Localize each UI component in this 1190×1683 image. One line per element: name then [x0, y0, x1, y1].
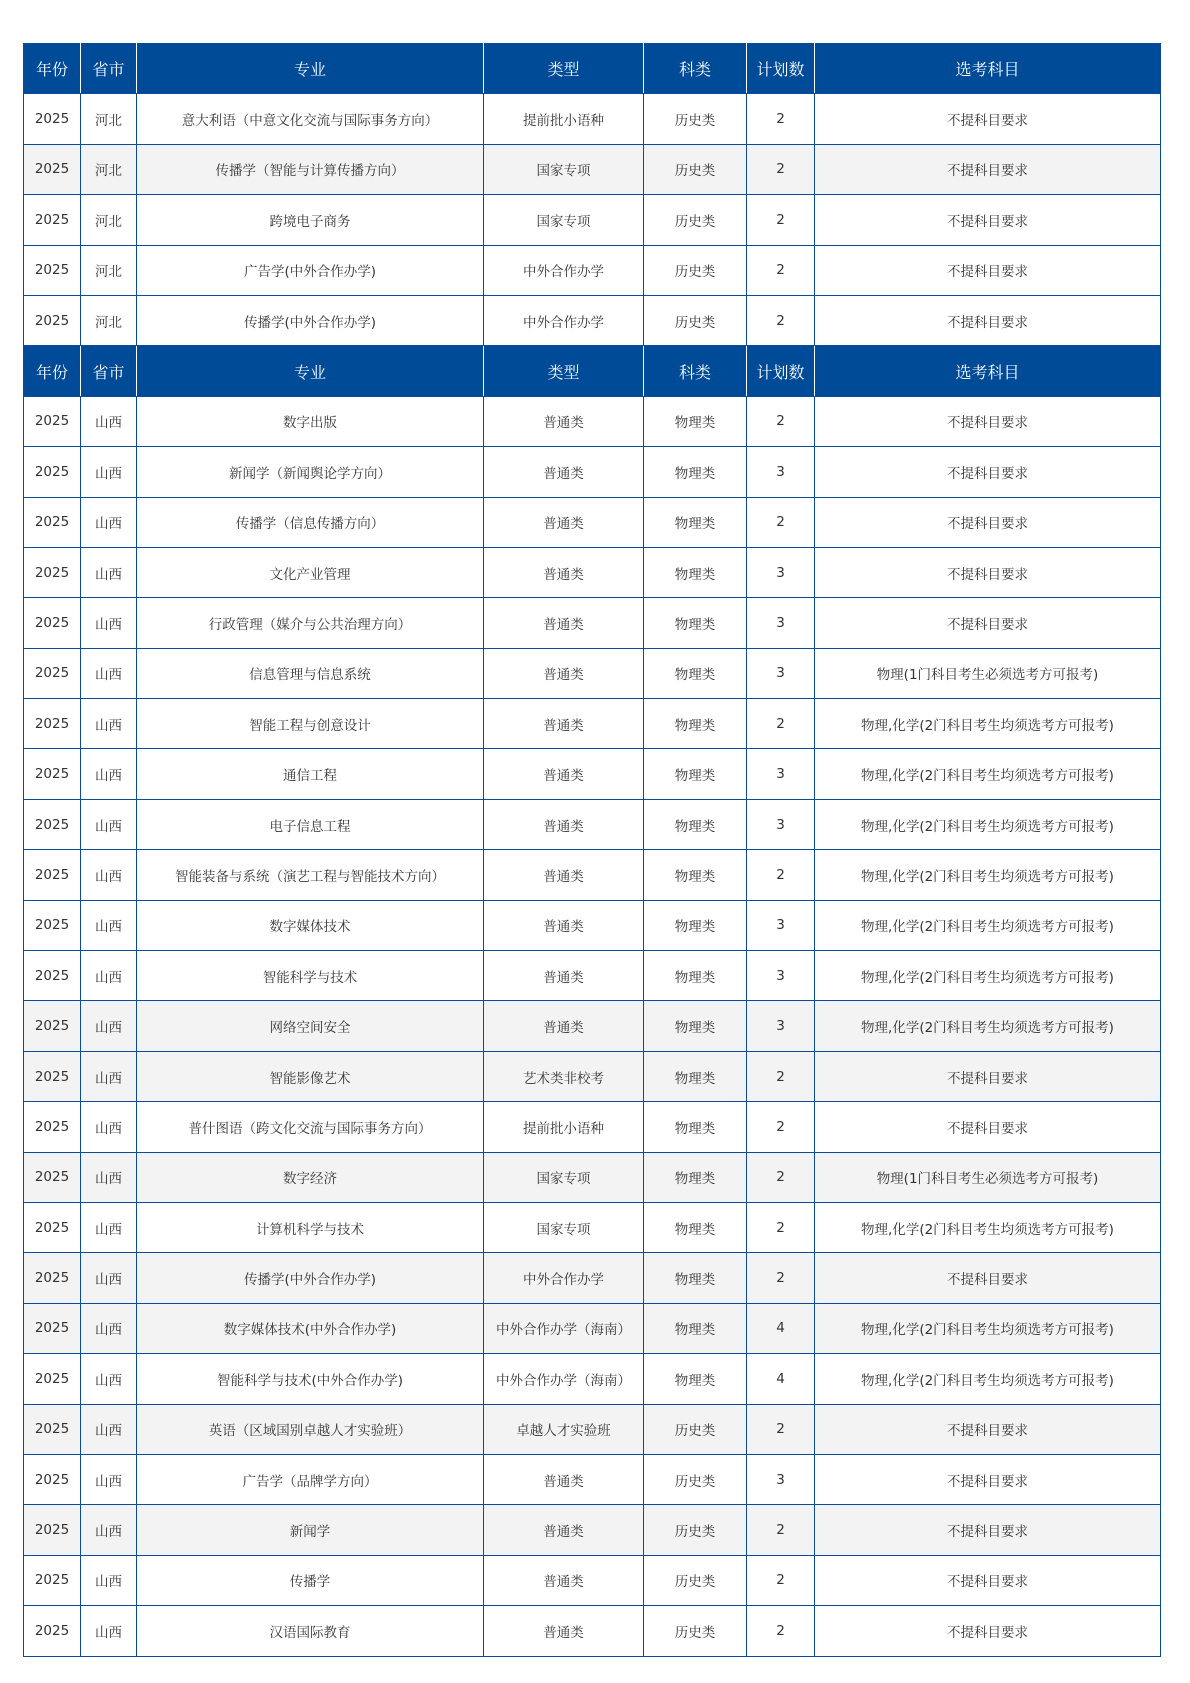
cell-subjects: 不提科目要求	[815, 447, 1161, 497]
cell-province: 山西	[81, 951, 137, 1001]
cell-year: 2025	[24, 94, 81, 144]
cell-province: 山西	[81, 1505, 137, 1555]
table-header-row	[24, 346, 1161, 396]
cell-year: 2025	[24, 1303, 81, 1353]
cell-subjects: 不提科目要求	[815, 195, 1161, 245]
cell-plan: 2	[747, 1253, 815, 1303]
cell-major: 计算机科学与技术	[137, 1202, 484, 1252]
cell-category: 历史类	[644, 94, 747, 144]
cell-year: 2025	[24, 245, 81, 295]
cell-plan: 3	[747, 799, 815, 849]
cell-major: 文化产业管理	[137, 547, 484, 597]
cell-category: 历史类	[644, 195, 747, 245]
table-row	[24, 295, 1161, 345]
table-row	[24, 900, 1161, 950]
cell-year: 2025	[24, 295, 81, 345]
table-row	[24, 396, 1161, 446]
cell-major: 网络空间安全	[137, 1001, 484, 1051]
cell-type: 普通类	[484, 1606, 644, 1656]
cell-category: 物理类	[644, 497, 747, 547]
cell-subjects: 不提科目要求	[815, 1404, 1161, 1454]
cell-year: 2025	[24, 951, 81, 1001]
table-row	[24, 1152, 1161, 1202]
cell-province: 山西	[81, 1202, 137, 1252]
cell-major: 通信工程	[137, 749, 484, 799]
cell-subjects: 物理,化学(2门科目考生均须选考方可报考)	[815, 1354, 1161, 1404]
cell-category: 物理类	[644, 1354, 747, 1404]
cell-major: 广告学(中外合作办学)	[137, 245, 484, 295]
cell-major: 传播学(中外合作办学)	[137, 295, 484, 345]
cell-type: 普通类	[484, 699, 644, 749]
cell-type: 卓越人才实验班	[484, 1404, 644, 1454]
cell-province: 山西	[81, 396, 137, 446]
cell-subjects: 物理,化学(2门科目考生均须选考方可报考)	[815, 749, 1161, 799]
table-row	[24, 749, 1161, 799]
cell-type: 普通类	[484, 547, 644, 597]
cell-year: 2025	[24, 396, 81, 446]
cell-major: 汉语国际教育	[137, 1606, 484, 1656]
cell-year: 2025	[24, 1505, 81, 1555]
cell-year: 2025	[24, 749, 81, 799]
table-row	[24, 144, 1161, 194]
cell-category: 历史类	[644, 1454, 747, 1504]
table-row	[24, 648, 1161, 698]
table-row	[24, 951, 1161, 1001]
cell-year: 2025	[24, 1001, 81, 1051]
cell-subjects: 物理,化学(2门科目考生均须选考方可报考)	[815, 951, 1161, 1001]
cell-province: 山西	[81, 497, 137, 547]
cell-type: 普通类	[484, 648, 644, 698]
cell-type: 国家专项	[484, 1152, 644, 1202]
cell-type: 普通类	[484, 850, 644, 900]
cell-major: 传播学（信息传播方向）	[137, 497, 484, 547]
cell-type: 普通类	[484, 396, 644, 446]
table-row	[24, 1555, 1161, 1605]
cell-category: 物理类	[644, 1051, 747, 1101]
table-row	[24, 497, 1161, 547]
cell-type: 普通类	[484, 497, 644, 547]
table-row	[24, 1606, 1161, 1656]
table-row	[24, 1253, 1161, 1303]
cell-category: 物理类	[644, 447, 747, 497]
cell-category: 物理类	[644, 396, 747, 446]
cell-type: 普通类	[484, 1555, 644, 1605]
table-row	[24, 699, 1161, 749]
cell-plan: 2	[747, 699, 815, 749]
cell-category: 物理类	[644, 547, 747, 597]
table-body	[24, 44, 1161, 1657]
table-row	[24, 547, 1161, 597]
cell-category: 物理类	[644, 951, 747, 1001]
table-row	[24, 1354, 1161, 1404]
cell-subjects: 物理(1门科目考生必须选考方可报考)	[815, 1152, 1161, 1202]
cell-plan: 3	[747, 648, 815, 698]
cell-plan: 2	[747, 1505, 815, 1555]
column-header-province: 省市	[81, 346, 137, 396]
cell-plan: 3	[747, 547, 815, 597]
column-header-plan: 计划数	[747, 346, 815, 396]
cell-province: 山西	[81, 1253, 137, 1303]
cell-subjects: 不提科目要求	[815, 1505, 1161, 1555]
cell-type: 国家专项	[484, 1202, 644, 1252]
cell-plan: 3	[747, 1001, 815, 1051]
table-row	[24, 1303, 1161, 1353]
cell-province: 山西	[81, 1102, 137, 1152]
cell-type: 提前批小语种	[484, 1102, 644, 1152]
cell-year: 2025	[24, 850, 81, 900]
cell-major: 智能影像艺术	[137, 1051, 484, 1101]
cell-type: 中外合作办学（海南）	[484, 1354, 644, 1404]
cell-category: 物理类	[644, 900, 747, 950]
cell-category: 历史类	[644, 245, 747, 295]
cell-year: 2025	[24, 447, 81, 497]
cell-type: 普通类	[484, 598, 644, 648]
cell-province: 山西	[81, 547, 137, 597]
cell-year: 2025	[24, 648, 81, 698]
cell-province: 河北	[81, 94, 137, 144]
cell-plan: 3	[747, 951, 815, 1001]
cell-province: 河北	[81, 245, 137, 295]
cell-subjects: 不提科目要求	[815, 295, 1161, 345]
cell-type: 普通类	[484, 951, 644, 1001]
cell-major: 智能科学与技术(中外合作办学)	[137, 1354, 484, 1404]
cell-province: 山西	[81, 1555, 137, 1605]
cell-plan: 2	[747, 1606, 815, 1656]
cell-subjects: 不提科目要求	[815, 1606, 1161, 1656]
cell-plan: 4	[747, 1354, 815, 1404]
column-header-province: 省市	[81, 44, 137, 94]
table-row	[24, 799, 1161, 849]
cell-type: 艺术类非校考	[484, 1051, 644, 1101]
cell-plan: 3	[747, 749, 815, 799]
cell-subjects: 不提科目要求	[815, 245, 1161, 295]
table-row	[24, 598, 1161, 648]
cell-province: 山西	[81, 1404, 137, 1454]
cell-major: 广告学（品牌学方向）	[137, 1454, 484, 1504]
cell-year: 2025	[24, 497, 81, 547]
column-header-year: 年份	[24, 44, 81, 94]
cell-province: 山西	[81, 749, 137, 799]
cell-category: 历史类	[644, 144, 747, 194]
column-header-category: 科类	[644, 346, 747, 396]
cell-year: 2025	[24, 1253, 81, 1303]
table-row	[24, 94, 1161, 144]
cell-year: 2025	[24, 1555, 81, 1605]
cell-plan: 2	[747, 94, 815, 144]
cell-subjects: 不提科目要求	[815, 1051, 1161, 1101]
cell-category: 物理类	[644, 1202, 747, 1252]
cell-subjects: 不提科目要求	[815, 1454, 1161, 1504]
cell-plan: 2	[747, 195, 815, 245]
cell-major: 数字媒体技术	[137, 900, 484, 950]
cell-category: 物理类	[644, 598, 747, 648]
cell-category: 物理类	[644, 1152, 747, 1202]
cell-plan: 2	[747, 396, 815, 446]
cell-category: 历史类	[644, 1555, 747, 1605]
cell-major: 数字媒体技术(中外合作办学)	[137, 1303, 484, 1353]
cell-category: 历史类	[644, 1505, 747, 1555]
column-header-subjects: 选考科目	[815, 44, 1161, 94]
cell-subjects: 不提科目要求	[815, 396, 1161, 446]
cell-category: 物理类	[644, 699, 747, 749]
column-header-major: 专业	[137, 44, 484, 94]
cell-major: 行政管理（媒介与公共治理方向）	[137, 598, 484, 648]
cell-type: 中外合作办学（海南）	[484, 1303, 644, 1353]
cell-type: 普通类	[484, 1001, 644, 1051]
column-header-type: 类型	[484, 346, 644, 396]
cell-type: 普通类	[484, 1454, 644, 1504]
table-row	[24, 245, 1161, 295]
cell-year: 2025	[24, 1202, 81, 1252]
cell-province: 山西	[81, 1303, 137, 1353]
cell-province: 山西	[81, 850, 137, 900]
cell-province: 山西	[81, 699, 137, 749]
table-row	[24, 850, 1161, 900]
column-header-subjects: 选考科目	[815, 346, 1161, 396]
column-header-type: 类型	[484, 44, 644, 94]
cell-major: 智能装备与系统（演艺工程与智能技术方向）	[137, 850, 484, 900]
cell-subjects: 物理(1门科目考生必须选考方可报考)	[815, 648, 1161, 698]
table-row	[24, 1505, 1161, 1555]
cell-province: 山西	[81, 1454, 137, 1504]
cell-year: 2025	[24, 1102, 81, 1152]
cell-plan: 2	[747, 1051, 815, 1101]
cell-year: 2025	[24, 1404, 81, 1454]
cell-major: 传播学（智能与计算传播方向）	[137, 144, 484, 194]
cell-major: 传播学(中外合作办学)	[137, 1253, 484, 1303]
cell-year: 2025	[24, 699, 81, 749]
cell-type: 普通类	[484, 900, 644, 950]
cell-plan: 2	[747, 1102, 815, 1152]
cell-year: 2025	[24, 900, 81, 950]
cell-subjects: 物理,化学(2门科目考生均须选考方可报考)	[815, 850, 1161, 900]
table-row	[24, 1001, 1161, 1051]
cell-category: 物理类	[644, 799, 747, 849]
cell-subjects: 不提科目要求	[815, 1102, 1161, 1152]
cell-province: 河北	[81, 295, 137, 345]
cell-subjects: 物理,化学(2门科目考生均须选考方可报考)	[815, 799, 1161, 849]
cell-year: 2025	[24, 1354, 81, 1404]
cell-major: 传播学	[137, 1555, 484, 1605]
cell-subjects: 物理,化学(2门科目考生均须选考方可报考)	[815, 699, 1161, 749]
cell-category: 物理类	[644, 648, 747, 698]
cell-category: 历史类	[644, 1606, 747, 1656]
cell-subjects: 不提科目要求	[815, 497, 1161, 547]
cell-year: 2025	[24, 1606, 81, 1656]
cell-plan: 2	[747, 245, 815, 295]
cell-year: 2025	[24, 144, 81, 194]
cell-plan: 2	[747, 497, 815, 547]
table-row	[24, 447, 1161, 497]
table-row	[24, 195, 1161, 245]
cell-year: 2025	[24, 547, 81, 597]
cell-province: 河北	[81, 144, 137, 194]
cell-category: 物理类	[644, 1102, 747, 1152]
table-row	[24, 1454, 1161, 1504]
cell-province: 河北	[81, 195, 137, 245]
cell-major: 新闻学（新闻舆论学方向）	[137, 447, 484, 497]
table-row	[24, 1102, 1161, 1152]
cell-subjects: 物理,化学(2门科目考生均须选考方可报考)	[815, 1001, 1161, 1051]
cell-type: 中外合作办学	[484, 245, 644, 295]
cell-plan: 2	[747, 1404, 815, 1454]
cell-year: 2025	[24, 1152, 81, 1202]
cell-type: 中外合作办学	[484, 295, 644, 345]
column-header-category: 科类	[644, 44, 747, 94]
cell-subjects: 不提科目要求	[815, 1555, 1161, 1605]
cell-type: 普通类	[484, 799, 644, 849]
cell-province: 山西	[81, 447, 137, 497]
admission-plan-table	[23, 43, 1161, 1657]
cell-plan: 2	[747, 144, 815, 194]
cell-major: 数字出版	[137, 396, 484, 446]
cell-plan: 3	[747, 598, 815, 648]
cell-year: 2025	[24, 1454, 81, 1504]
cell-type: 普通类	[484, 447, 644, 497]
cell-major: 信息管理与信息系统	[137, 648, 484, 698]
cell-type: 普通类	[484, 749, 644, 799]
table-row	[24, 1202, 1161, 1252]
cell-province: 山西	[81, 1606, 137, 1656]
cell-plan: 2	[747, 1202, 815, 1252]
cell-province: 山西	[81, 1354, 137, 1404]
column-header-plan: 计划数	[747, 44, 815, 94]
cell-subjects: 物理,化学(2门科目考生均须选考方可报考)	[815, 900, 1161, 950]
cell-type: 中外合作办学	[484, 1253, 644, 1303]
cell-province: 山西	[81, 1051, 137, 1101]
cell-plan: 3	[747, 1454, 815, 1504]
cell-category: 历史类	[644, 295, 747, 345]
cell-province: 山西	[81, 1001, 137, 1051]
cell-major: 智能工程与创意设计	[137, 699, 484, 749]
cell-subjects: 不提科目要求	[815, 144, 1161, 194]
cell-type: 普通类	[484, 1505, 644, 1555]
table-row	[24, 1404, 1161, 1454]
cell-major: 新闻学	[137, 1505, 484, 1555]
table-row	[24, 1051, 1161, 1101]
cell-plan: 3	[747, 447, 815, 497]
cell-plan: 2	[747, 850, 815, 900]
cell-category: 物理类	[644, 749, 747, 799]
cell-province: 山西	[81, 648, 137, 698]
cell-type: 国家专项	[484, 195, 644, 245]
cell-province: 山西	[81, 900, 137, 950]
cell-major: 意大利语（中意文化交流与国际事务方向）	[137, 94, 484, 144]
cell-category: 物理类	[644, 1303, 747, 1353]
cell-major: 数字经济	[137, 1152, 484, 1202]
cell-plan: 3	[747, 900, 815, 950]
cell-type: 国家专项	[484, 144, 644, 194]
cell-major: 智能科学与技术	[137, 951, 484, 1001]
cell-subjects: 物理,化学(2门科目考生均须选考方可报考)	[815, 1303, 1161, 1353]
cell-year: 2025	[24, 598, 81, 648]
cell-subjects: 不提科目要求	[815, 547, 1161, 597]
cell-province: 山西	[81, 1152, 137, 1202]
cell-plan: 2	[747, 295, 815, 345]
cell-category: 历史类	[644, 1404, 747, 1454]
cell-year: 2025	[24, 195, 81, 245]
cell-category: 物理类	[644, 1001, 747, 1051]
cell-province: 山西	[81, 598, 137, 648]
cell-subjects: 物理,化学(2门科目考生均须选考方可报考)	[815, 1202, 1161, 1252]
cell-plan: 2	[747, 1555, 815, 1605]
cell-major: 电子信息工程	[137, 799, 484, 849]
cell-plan: 4	[747, 1303, 815, 1353]
cell-year: 2025	[24, 799, 81, 849]
cell-category: 物理类	[644, 850, 747, 900]
cell-major: 英语（区域国别卓越人才实验班）	[137, 1404, 484, 1454]
column-header-major: 专业	[137, 346, 484, 396]
cell-subjects: 不提科目要求	[815, 94, 1161, 144]
cell-major: 普什图语（跨文化交流与国际事务方向）	[137, 1102, 484, 1152]
cell-subjects: 不提科目要求	[815, 598, 1161, 648]
cell-type: 提前批小语种	[484, 94, 644, 144]
cell-province: 山西	[81, 799, 137, 849]
cell-subjects: 不提科目要求	[815, 1253, 1161, 1303]
cell-year: 2025	[24, 1051, 81, 1101]
table-header-row	[24, 44, 1161, 94]
cell-plan: 2	[747, 1152, 815, 1202]
column-header-year: 年份	[24, 346, 81, 396]
cell-category: 物理类	[644, 1253, 747, 1303]
cell-major: 跨境电子商务	[137, 195, 484, 245]
